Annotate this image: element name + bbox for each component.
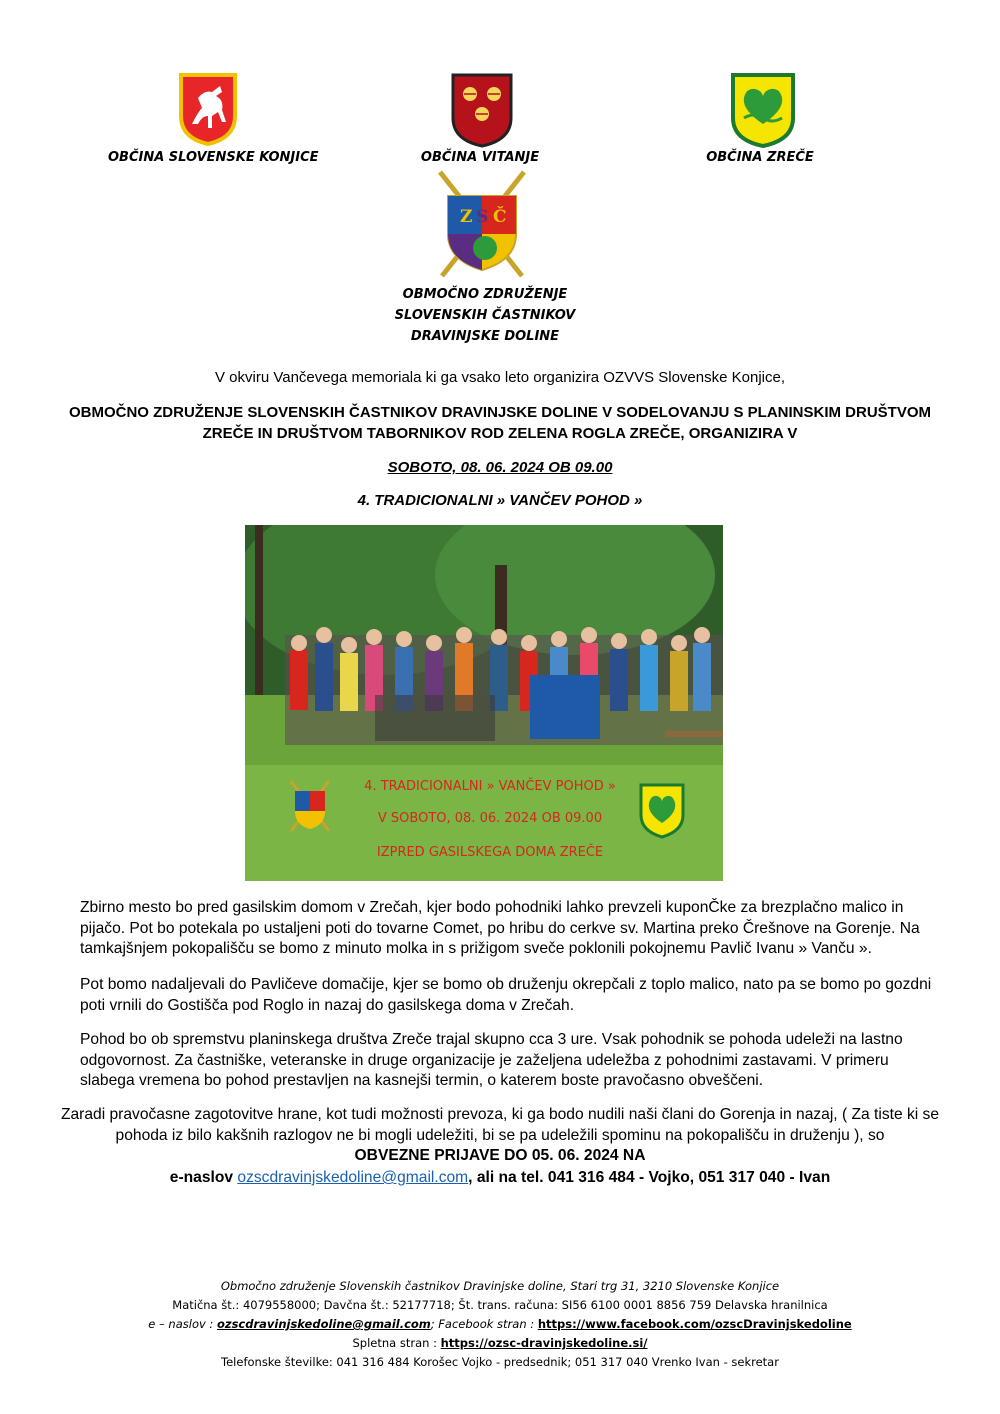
footer-ids: Matična št.: 4079558000; Davčna št.: 52177718; Št. trans. računa: SI56 6100 0001 8856 759 Delavska hranilnica [172,1298,828,1312]
paragraph-route: Pot bomo nadaljevali do Pavličeve domačije, kjer se bomo ob druženju okrepčali z toplo malico, nato pa se bomo po gozdni poti vrnili do Gostišča pod Roglo in nazaj do gasilskega doma v Zrečah. [80,976,932,1014]
footer-web [0,1334,1000,1353]
footer-email-label: e – naslov : [148,1317,217,1331]
event-title: 4. TRADICIONALNI » VANČEV POHOD » [357,492,643,509]
footer-email-link[interactable]: ozscdravinjskedoline@gmail.com [216,1317,431,1331]
footer-web-label: Spletna stran : [352,1336,441,1350]
group-photo-scene [245,525,723,881]
vitanje-label: OBČINA VITANJE [420,150,540,165]
zrece-label: OBČINA ZREČE [706,150,814,165]
zsc-letter-z: Z [460,207,473,227]
intro-text: V okviru Vančevega memoriala ki ga vsako leto organizira OZVVS Slovenske Konjice, [215,369,785,386]
paragraph-registration: Zaradi pravočasne zagotovitve hrane, kot tudi možnosti prevoza, ki ga bodo nudili naši člani do Gorenja in nazaj, ( Za tiste ki se pohoda iz bilo kakšnih razlogov ne bi mogli udeležiti, bi se pa udeležili spominu na pokopališču in druženju ), so [60,1106,940,1144]
paragraph-details: Pohod bo ob spremstvu planinskega društva Zreče trajal skupno cca 3 ure. Vsak pohodnik se pohoda udeleži na lastno odgovornost. Za častniške, veteranske in druge organizacije je zaželjena udeležba z pohodnimi zastavami. V primeru slabega vremena bo pohod prestavljen na kasnejši termin, o katerem boste pravočasno obveščeni. [80,1031,903,1089]
paragraph-meeting-point: Zbirno mesto bo pred gasilskim domom v Zrečah, kjer bodo pohodniki lahko prevzeli kuponČke za brezplačno malico in pijačo. Pot bo potekala po ustaljeni poti do tovarne Comet, po hribu do cerkve sv. Martina preko Črešnove na Gorenje. Na tamkajšnjem pokopališču se bomo z minuto molka in s prižigom sveče poklonili pokojnemu Pavlič Ivanu » Vanču ». [80,899,920,957]
vitanje-crest-icon [450,72,514,148]
zsc-letter-s: S [476,207,489,227]
registration-email-link[interactable]: ozscdravinjskedoline@gmail.com [237,1169,469,1186]
organization-line-3: DRAVINJSKE DOLINE [410,329,560,344]
photo-caption-location: IZPRED GASILSKEGA DOMA ZREČE [376,845,604,860]
people-group [285,627,723,745]
footer-web-link[interactable]: https://ozsc-dravinjskedoline.si/ [440,1336,648,1350]
zsc-letter-c: Č [493,207,507,227]
footer [0,1277,1000,1372]
photo-zrece-logo-icon [641,785,683,837]
footer-address: Območno združenje Slovenskih častnikov Dravinjske doline, Stari trg 31, 3210 Slovenske Konjice [220,1279,780,1293]
konjice-label: OBČINA SLOVENSKE KONJICE [108,150,319,165]
photo-caption-date: V SOBOTO, 08. 06. 2024 OB 09.00 [377,811,603,826]
zsc-emblem-icon [430,168,534,282]
registration-deadline: OBVEZNE PRIJAVE DO 05. 06. 2024 NA [354,1147,646,1164]
headline: OBMOČNO ZDRUŽENJE SLOVENSKIH ČASTNIKOV DRAVINJSKE DOLINE V SODELOVANJU S PLANINSKIM DRUŠTVOM ZREČE IN DRUŠTVOM TABORNIKOV ROD ZELENA ROGLA ZREČE, ORGANIZIRA V [68,404,932,442]
group-photo [245,525,723,881]
footer-facebook-link[interactable]: https://www.facebook.com/ozscDravinjskedoline [537,1317,852,1331]
organization-name [380,284,590,347]
registration-phone: , ali na tel. 041 316 484 - Vojko, 051 317 040 - Ivan [468,1169,831,1186]
photo-caption-title: 4. TRADICIONALNI » VANČEV POHOD » [364,779,616,794]
konjice-crest-icon [178,72,238,146]
registration-contact [0,1169,1000,1187]
zrece-crest-icon [730,72,796,148]
footer-facebook-label: ; Facebook stran : [430,1317,538,1331]
registration-email-prefix: e-naslov [169,1169,238,1186]
footer-contacts [0,1315,1000,1334]
event-date: SOBOTO, 08. 06. 2024 OB 09.00 [387,459,613,476]
organization-line-1: OBMOČNO ZDRUŽENJE [402,287,568,302]
organization-line-2: SLOVENSKIH ČASTNIKOV [394,308,576,323]
footer-phones: Telefonske številke: 041 316 484 Korošec Vojko - predsednik; 051 317 040 Vrenko Ivan - sekretar [221,1355,779,1369]
